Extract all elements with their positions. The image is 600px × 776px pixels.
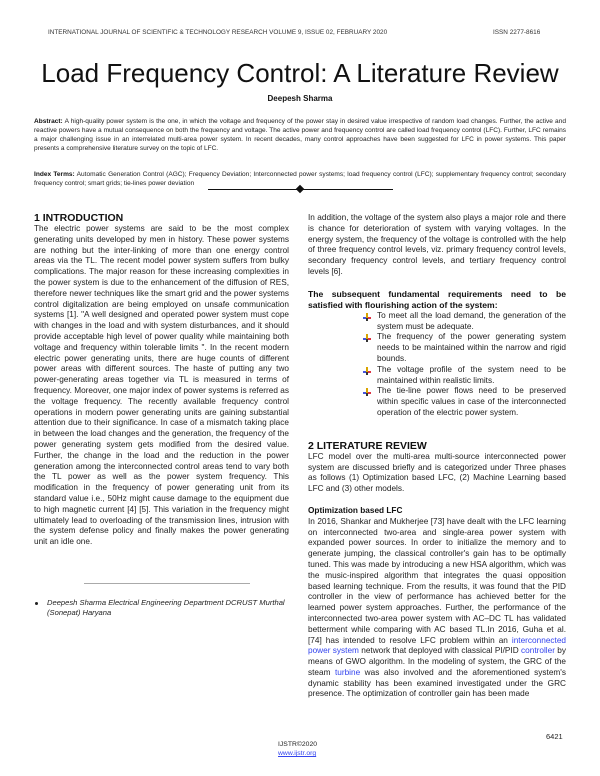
- arrow-down-bullet-icon: [363, 313, 371, 321]
- list-item: The voltage profile of the system need to be maintained within realistic limits.: [363, 365, 566, 387]
- footer-copyright: IJSTR©2020: [278, 741, 318, 748]
- journal-info: INTERNATIONAL JOURNAL OF SCIENTIFIC & TECHNOLOGY RESEARCH VOLUME 9, ISSUE 02, FEBRUARY 2020: [48, 29, 388, 36]
- introduction-continuation: In addition, the voltage of the system also plays a major role and there is chance for deterioration of system with varying voltages. In the energy system, the frequency of the voltage is controlled with the help of three frequency control levels, viz. primary frequency control levels, secondary frequency control levels, and tertiary frequency control levels [6].: [308, 213, 566, 276]
- index-terms-text: Automatic Generation Control (AGC); Frequency Deviation; Interconnected power systems; load frequency control (LFC); supplementary frequency control; secondary frequency control; smart grids; tie-lines power deviation: [34, 171, 566, 188]
- footer-website-link[interactable]: www.ijstr.org: [278, 750, 317, 757]
- list-item: The tie-line power flows need to be preserved within specific values in case of the interconnected operation of the electric power system.: [363, 386, 566, 418]
- paper-title: Load Frequency Control: A Literature Review: [41, 58, 559, 88]
- index-terms-label: Index Terms:: [34, 171, 75, 178]
- literature-review-paragraph: LFC model over the multi-area multi-source interconnected power system are discussed briefly and is categorized under Three phases as follows (1) Optimization based LFC, (2) Machine Learning based LFC and (3) other models.: [308, 451, 566, 494]
- list-item: To meet all the load demand, the generation of the system must be adequate.: [363, 311, 566, 333]
- issn: ISSN 2277-8616: [493, 29, 541, 36]
- abstract-label: Abstract:: [34, 118, 63, 125]
- footnote-rule: [84, 583, 250, 584]
- abstract: [34, 117, 566, 153]
- footnote-text: Deepesh Sharma Electrical Engineering Department DCRUST Murthal (Sonepat) Haryana: [47, 598, 285, 618]
- link-controller[interactable]: controller: [521, 646, 555, 656]
- section-heading-literature-review: 2 LITERATURE REVIEW: [308, 439, 427, 452]
- link-turbine[interactable]: turbine: [334, 667, 361, 677]
- arrow-down-bullet-icon: [363, 334, 371, 342]
- abstract-text: A high-quality power system is the one, in which the voltage and frequency of the power stay in desired value irrespective of random load changes. Further, the active and reactive powers have a mutual consequence on both the frequency and voltage. The active power and frequency control are called load frequency control (LFC). Further, LFC remains a major challenging issue in an interrelated multi-area power system. In recent decades, many control approaches have been suggested for LFC in power systems. This paper presents a comprehensive literature survey on the topic of LFC.: [34, 118, 566, 153]
- arrow-down-bullet-icon: [363, 388, 371, 396]
- introduction-paragraph: The electric power systems are said to be the most complex generating units developed by men in history. These power systems are nothing but the inter-linking of more than one energy control areas via the TL. The recent model power system suffers from bulky complications. The major reason for these increasing complexities in the power system is due to the enhancement of the diffusion of RES, therefore newer techniques like the smart grid and the power systems control digitalization are being employed on unsafe communication systems [1]. "A well designed and operated power system must cope with changes in the load and with system disturbances, and it should provide acceptable high level of power quality while maintaining both voltage and frequency within tolerable limits ". In the recent modern electric power generating units, there are huge counts of different power areas with different sources. The haste of putting any two power-generating areas together via TL is measured in terms of frequency. Moreover, one major index of power systems is referred as the voltage frequency. The recently available frequency control operations in modern power generating units are gaining substantial attention due to their significance. In case of a mismatch taking place in between the load changes and the generation, the frequency of the power generating system gets modified from the desired value. Further, the change in the load and the reduction in the power generation among the interconnected control areas tend to vary both the TL power as well as the power system frequency. This modification in the frequency of power generating unit from its standard value i.e., 50Hz might cause damage to the equipment due to high magnetic current [4] [5]. This variation in the frequency might ultimately lead to overloading of the transmission lines, intrusion with the system defense policy and finally makes the power generating unit an idle one.: [34, 224, 289, 547]
- list-item: The frequency of the power generating system needs to be maintained within the narrow and rigid bounds.: [363, 332, 566, 364]
- bullet-dot-icon: [35, 602, 38, 605]
- section-heading-introduction: 1 INTRODUCTION: [34, 212, 124, 224]
- link-interconnected-power-system[interactable]: interconnected power system: [308, 635, 566, 656]
- page-number: 6421: [546, 732, 563, 741]
- requirements-heading: The subsequent fundamental requirements need to be satisfied with flourishing action of the system:: [308, 288, 566, 310]
- right-column: [308, 213, 566, 700]
- left-column: [34, 212, 289, 548]
- author-footnote: [35, 598, 295, 619]
- arrow-down-bullet-icon: [363, 367, 371, 375]
- subheading-optimization-lfc: Optimization based LFC: [308, 505, 403, 515]
- author-name: Deepesh Sharma: [267, 94, 333, 103]
- optimization-paragraph: In 2016, Shankar and Mukherjee [73] have dealt with the LFC learning on interconnected two-area and single-area power system with expanded power sources. In order to initialize the memory and to generate jumping, the classical controller's gain has to be optimally tuned. This was made by introducing a new HSA algorithm, which was the music-inspired algorithm that integrates the quasi opposition based learning technique. From the results, it was found that the PID controller in the view of performance has achieved better for the learned power system approaches. Further, the performance of the interconnected two-area power system with AC–DC TL has validated betterment while comparing with AC based TL.In 2016, Guha et al. [74] has intended to resolve LFC problem within an interconnected power system network that deployed with classical PI/PID controller by means of GWO algorithm. In the modeling of system, the GRC of the steam turbine was also involved and the aforementioned system's dynamic stability has been examined investigated under the GRC presence. The optimization of controller gain has been made: [308, 516, 566, 699]
- requirements-list: [308, 311, 566, 419]
